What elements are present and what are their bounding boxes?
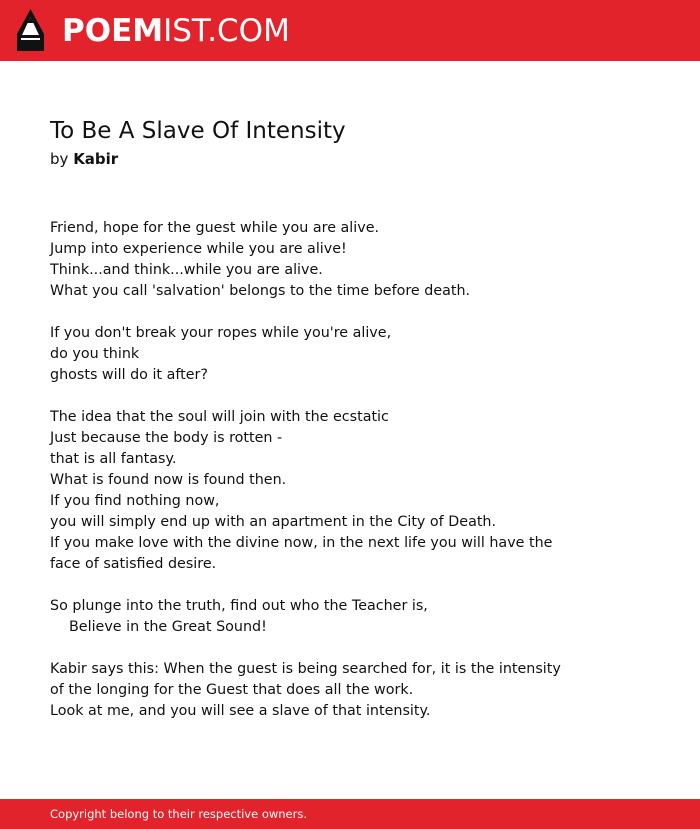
poem-stanza (50, 218, 610, 302)
poem-stanza (50, 659, 610, 722)
poem-body (50, 218, 610, 743)
poem-line: Friend, hope for the guest while you are alive. (50, 220, 380, 236)
poem-line: Think...and think...while you are alive. (50, 262, 323, 278)
poem-line: If you make love with the divine now, in the next life you will have the (50, 535, 553, 551)
poem-title: To Be A Slave Of Intensity (50, 118, 346, 144)
poem-line: If you find nothing now, (50, 493, 220, 509)
author-name[interactable]: Kabir (73, 150, 119, 168)
poem-line: Just because the body is rotten - (50, 430, 283, 446)
poem-line: Believe in the Great Sound! (69, 619, 267, 635)
poem-line: If you don't break your ropes while you're alive, (50, 325, 392, 341)
poem-line: What is found now is found then. (50, 472, 287, 488)
poem-line: ghosts will do it after? (50, 367, 208, 383)
copyright-text: Copyright belong to their respective owners. (50, 807, 308, 821)
poem-line: Look at me, and you will see a slave of that intensity. (50, 703, 431, 719)
poem-stanza (50, 323, 610, 386)
byline (50, 148, 118, 170)
pencil-icon[interactable] (17, 9, 44, 51)
poem-line: you will simply end up with an apartment in the City of Death. (50, 514, 497, 530)
poem-line: Kabir says this: When the guest is being searched for, it is the intensity (50, 661, 561, 677)
poem-line: that is all fantasy. (50, 451, 177, 467)
site-header (0, 0, 700, 61)
poem-line: of the longing for the Guest that does all the work. (50, 682, 414, 698)
site-logo-text[interactable] (62, 12, 290, 50)
poem-stanza (50, 407, 610, 575)
poem-line: So plunge into the truth, find out who the Teacher is, (50, 598, 428, 614)
poem-line: do you think (50, 346, 140, 362)
poem-line: Jump into experience while you are alive! (50, 241, 347, 257)
poem-line: What you call 'salvation' belongs to the time before death. (50, 283, 471, 299)
brand-bold: POEM (62, 13, 164, 49)
poem-stanza (50, 596, 610, 638)
site-footer (0, 799, 700, 829)
poem-line: face of satisfied desire. (50, 556, 217, 572)
brand-light: IST.COM (163, 13, 290, 49)
poem-line: The idea that the soul will join with the ecstatic (50, 409, 389, 425)
by-label: by (50, 150, 69, 168)
